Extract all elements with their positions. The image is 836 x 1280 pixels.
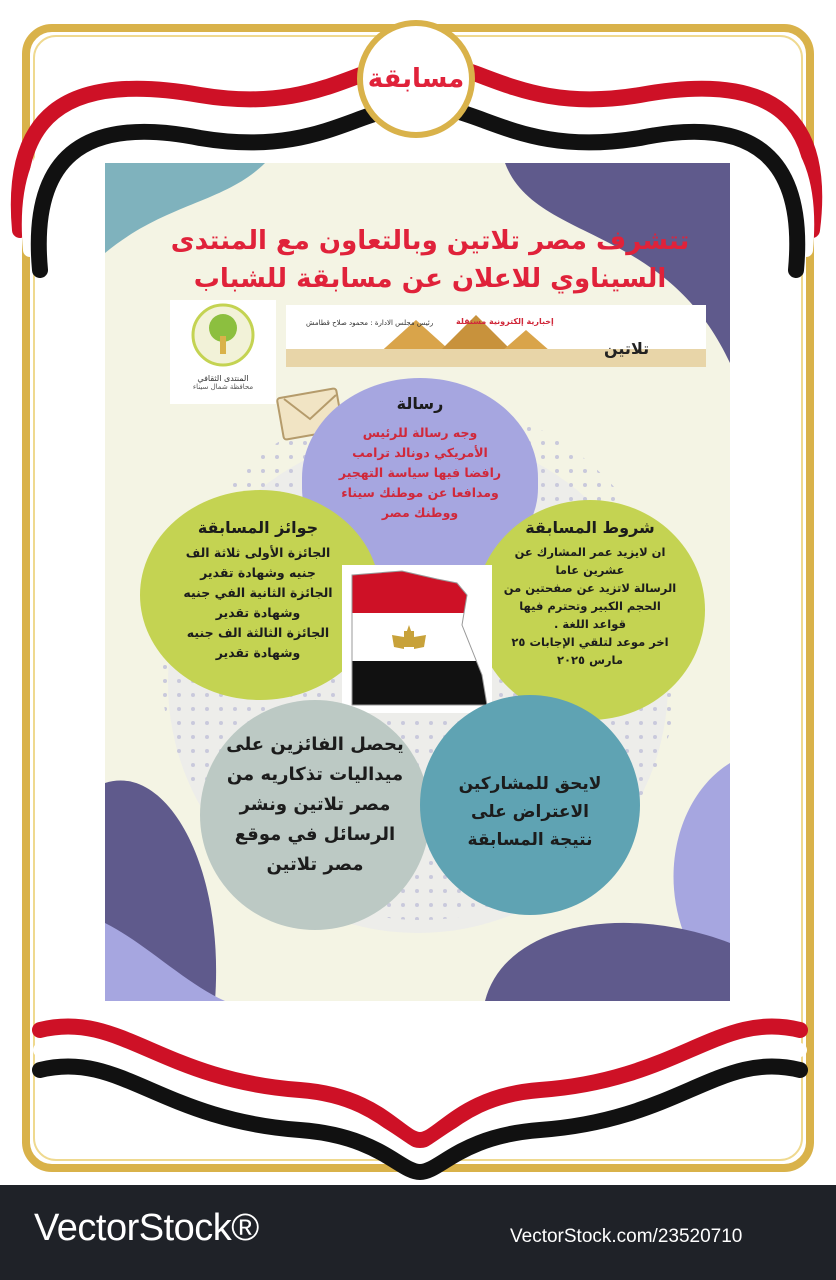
egypt-map-icon [342,565,492,713]
prizes-line: الجائزة الثالثة الف جنيه [186,625,330,640]
logo-caption-2: محافظة شمال سيناء [192,383,254,391]
watermark-brand: VectorStock® [34,1207,259,1249]
prizes-line: وشهادة تقدير [215,645,301,660]
headline-line-1: تتشرف مصر تلاتين وبالتعاون مع المنتدى [170,226,690,256]
competition-badge [357,20,475,138]
news-banner-logo [286,305,706,367]
letter-text [310,394,530,523]
rules-title: شروط المسابقة [525,518,655,537]
winners-line: مصر تلاتين [266,854,364,875]
banner-chair: رئيس مجلس الادارة : محمود صلاح قطامش [306,319,434,327]
rules-text [480,518,700,669]
headline [160,222,700,298]
objection-text [430,770,630,854]
prizes-line: جنيه وشهادة تقدير [200,565,316,580]
rules-line: الرسالة لاتزيد عن صفحتين من [503,581,677,595]
watermark-url: VectorStock.com/23520710 [510,1226,743,1247]
letter-line: الأمريكي دونالد ترامب [352,445,488,460]
winners-line: مصر تلاتين ونشر [239,794,391,815]
bottom-flag-ribbon [40,1026,800,1172]
letter-line: ومدافعا عن موطنك سيناء [341,485,499,500]
rules-line: اخر موعد لتلقي الإجابات ٢٥ [511,635,669,649]
winners-line: ميداليات تذكاريه من [226,764,404,785]
rules-line: عشرين عاما [555,563,625,577]
rules-line: الحجم الكبير وتحترم فيها [519,599,661,613]
letter-line: رافضا فيها سياسة التهجير [338,465,502,480]
winners-line: يحصل الفائزين على [226,734,404,755]
rules-line: ان لايزيد عمر المشارك عن [514,545,666,559]
banner-tagline: إخبارية إلكترونية مستقلة [456,317,554,326]
logo-caption-1: المنتدى الثقافي [197,374,249,383]
objection-line: نتيجة المسابقة [467,830,593,850]
rules-line: مارس ٢٠٢٥ [556,653,623,667]
headline-line-2: السيناوي للاعلان عن مسابقة للشباب [193,264,667,294]
letter-title: رسالة [396,394,444,413]
brand-word: تلاتين [604,339,650,358]
letter-line: وجه رسالة للرئيس [362,425,478,440]
badge-label: مسابقة [367,64,465,94]
letter-line: ووطنك مصر [381,505,459,520]
prizes-line: الجائزة الأولى ثلاثة الف [185,545,331,560]
winners-line: الرسائل في موقع [234,824,396,845]
objection-line: لايحق للمشاركين [458,774,602,794]
egypt-flag-map [342,565,492,713]
tree-logo-icon [170,300,276,370]
prizes-line: الجائزة الثانية الفي جنيه [183,585,333,600]
prizes-text [148,518,368,663]
prizes-title: جوائز المسابقة [197,518,319,537]
winners-text [210,730,420,880]
objection-line: الاعتراض على [471,802,589,822]
rules-line: قواعد اللغة . [554,617,626,631]
prizes-line: وشهادة تقدير [215,605,301,620]
